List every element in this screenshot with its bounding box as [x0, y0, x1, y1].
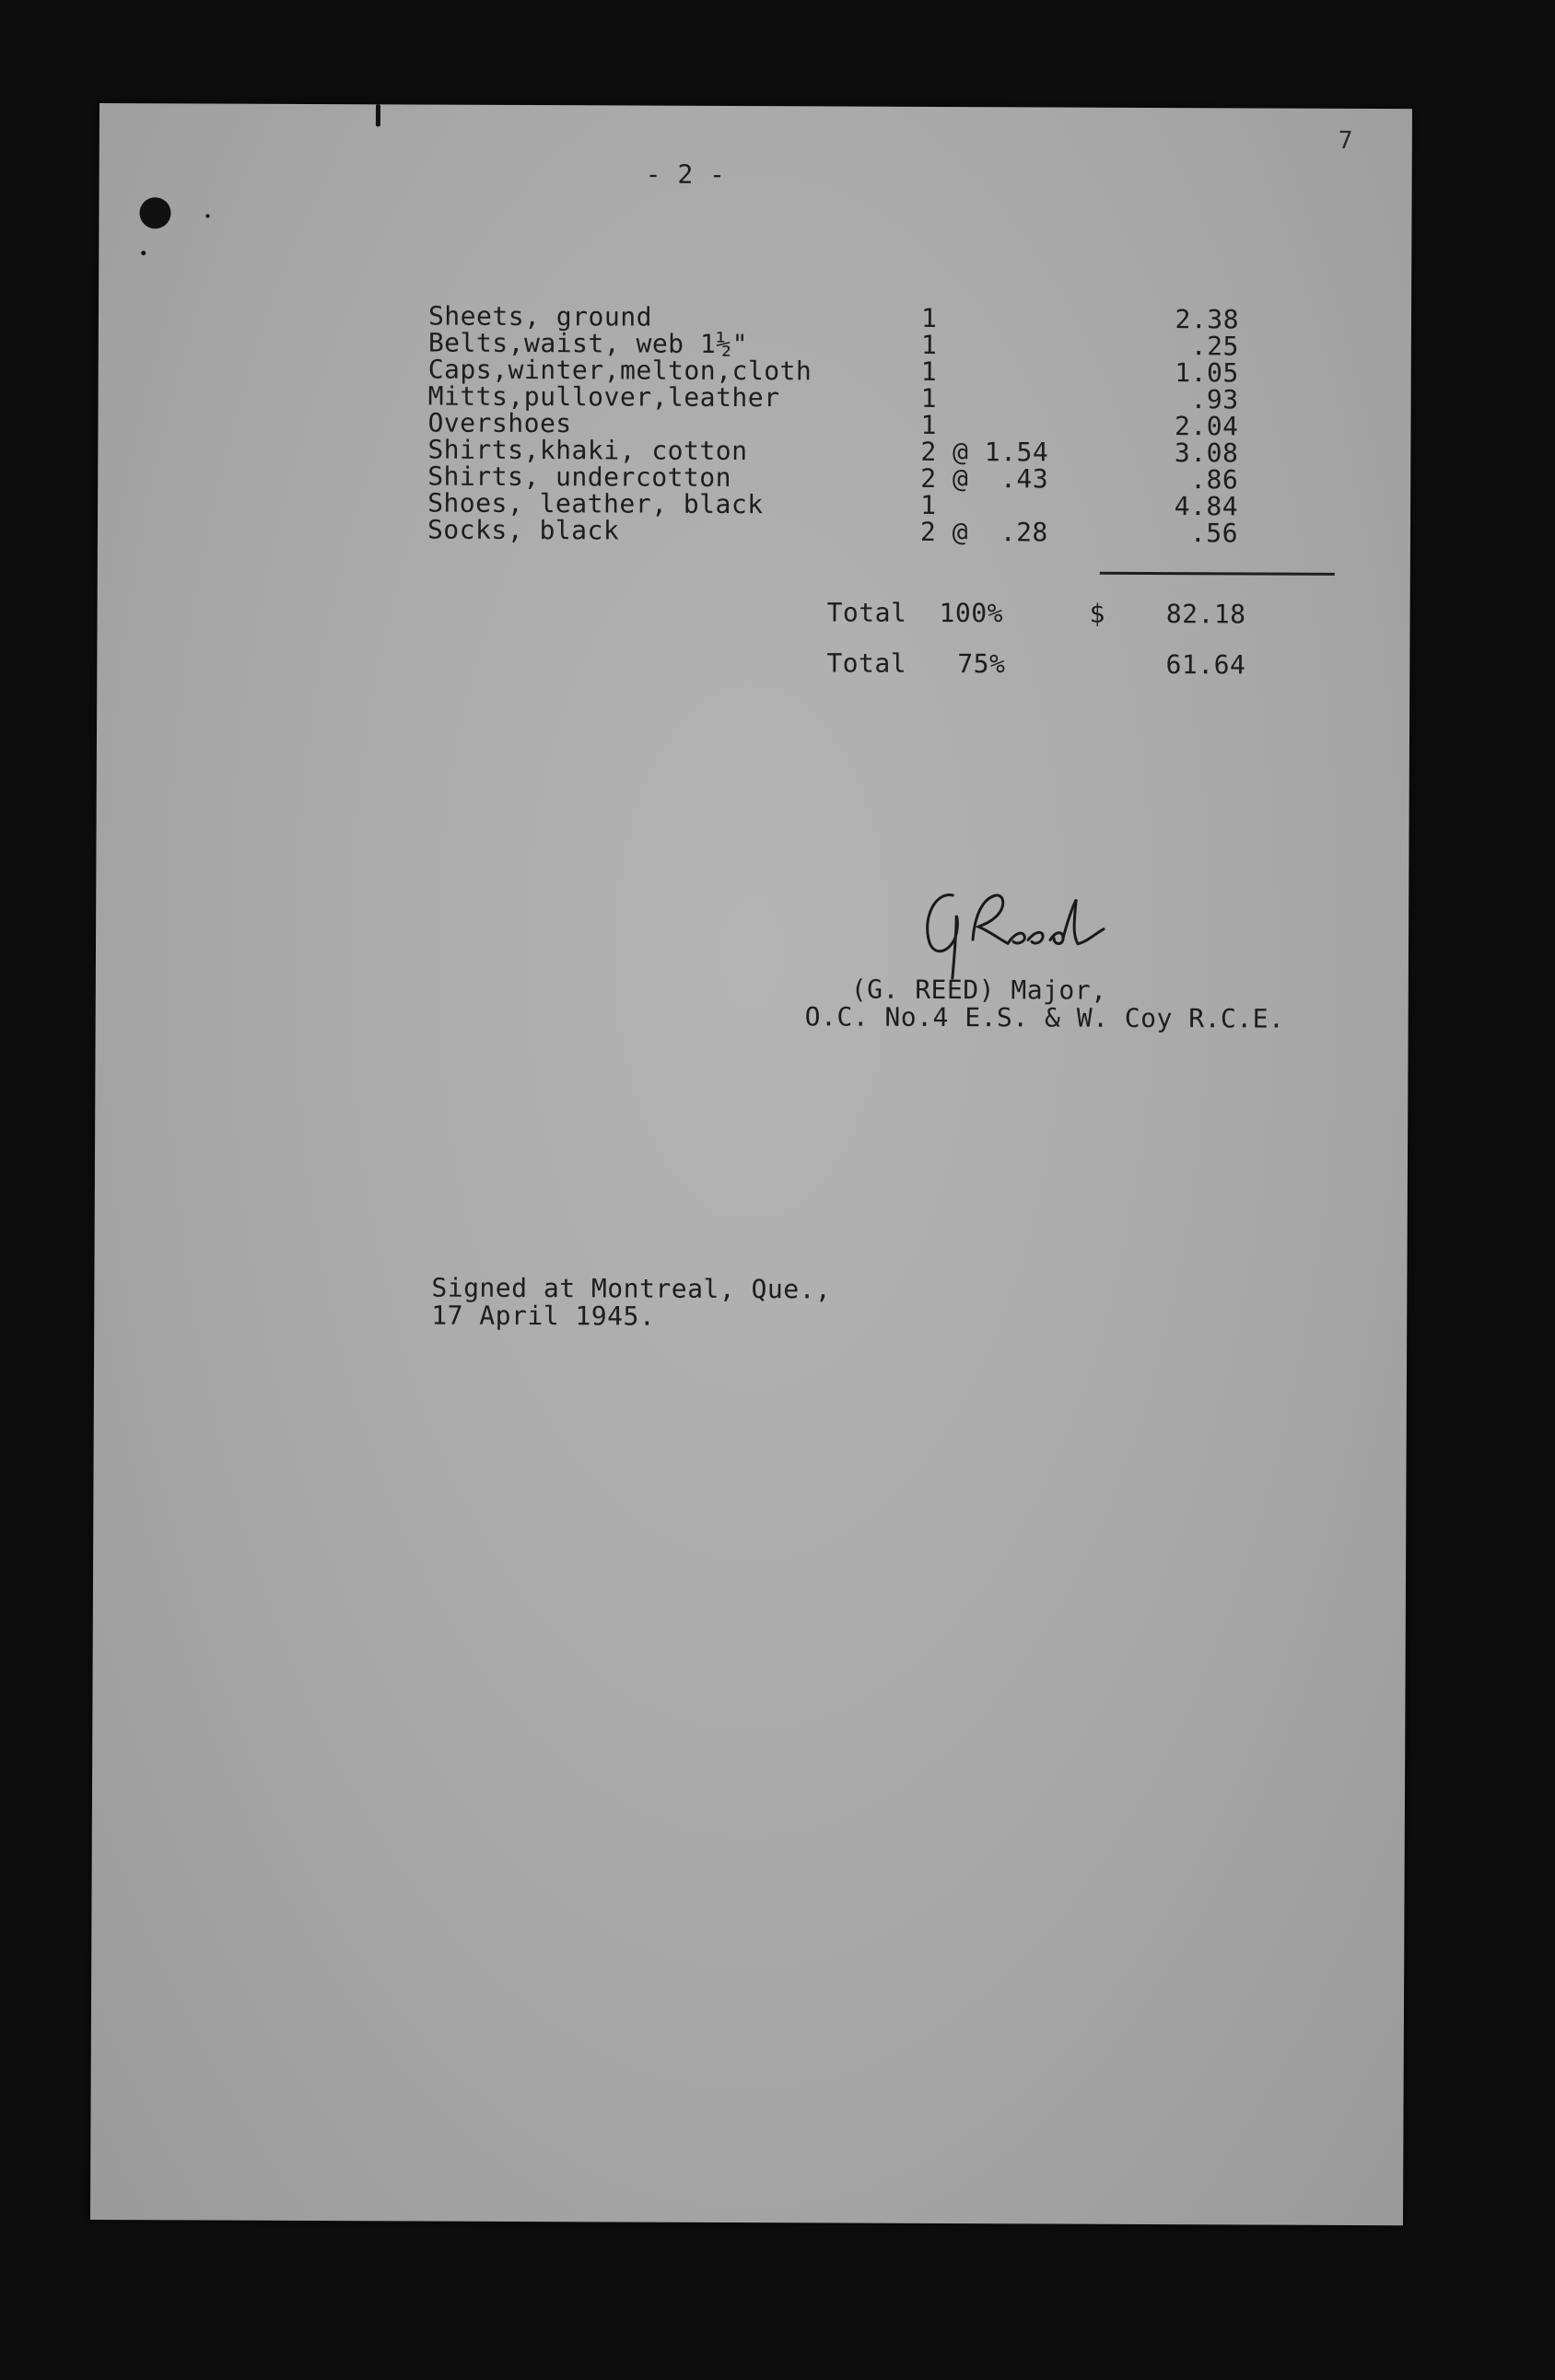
item-quantity: 2 @ 1.54 [920, 436, 1049, 468]
signed-place: Signed at Montreal, Que., [431, 1272, 832, 1305]
ink-blot [139, 197, 170, 228]
total-amount: 61.64 [1165, 649, 1246, 681]
total-label: Total [826, 648, 907, 679]
items-list [99, 103, 1412, 549]
total-label: Total [826, 597, 907, 628]
signed-date: 17 April 1945. [431, 1300, 656, 1332]
item-quantity: 2 @ .43 [920, 462, 1049, 495]
item-description: Mitts,pullover,leather [427, 380, 780, 414]
item-quantity: 1 [920, 382, 938, 414]
item-description: Shirts, undercotton [427, 461, 732, 493]
item-quantity: 1 [920, 409, 937, 440]
item-description: Shirts,khaki, cotton [427, 434, 748, 467]
total-amount: 82.18 [1165, 599, 1246, 630]
corner-page-number: 7 [1338, 126, 1354, 155]
item-amount: .93 [1190, 384, 1239, 415]
item-amount: .25 [1190, 331, 1239, 362]
signatory-name: (G. REED) Major, [850, 974, 1107, 1006]
ink-speck [141, 251, 146, 255]
page-number-mark: - 2 - [645, 158, 726, 190]
total-percent: 100% [939, 597, 1004, 629]
item-amount: 1.05 [1175, 357, 1239, 389]
item-quantity: 1 [920, 356, 938, 387]
item-amount: 2.38 [1175, 304, 1240, 335]
item-description: Caps,winter,melton,cloth [427, 354, 813, 387]
ink-speck [376, 104, 380, 126]
item-amount: .86 [1190, 464, 1239, 496]
item-amount: 3.08 [1174, 438, 1239, 469]
item-amount: 4.84 [1174, 491, 1239, 522]
document-page [90, 103, 1412, 2225]
item-quantity: 2 @ .28 [919, 516, 1048, 548]
ink-speck [205, 215, 209, 218]
item-description: Sheets, ground [427, 300, 653, 332]
item-amount: 2.04 [1174, 411, 1239, 442]
item-description: Overshoes [427, 407, 572, 439]
signatory-unit: O.C. No.4 E.S. & W. Coy R.C.E. [804, 1001, 1285, 1034]
item-description: Socks, black [427, 514, 620, 546]
item-amount: .56 [1189, 518, 1239, 549]
total-rule [1100, 572, 1335, 576]
item-description: Shoes, leather, black [427, 487, 764, 520]
handwritten-signature [916, 879, 1128, 990]
item-description: Belts,waist, web 1½" [427, 327, 749, 360]
total-percent: 75% [957, 648, 1006, 680]
item-quantity: 1 [920, 489, 937, 520]
item-quantity: 1 [920, 302, 938, 333]
total-currency: $ [1089, 598, 1106, 629]
item-quantity: 1 [920, 329, 938, 360]
